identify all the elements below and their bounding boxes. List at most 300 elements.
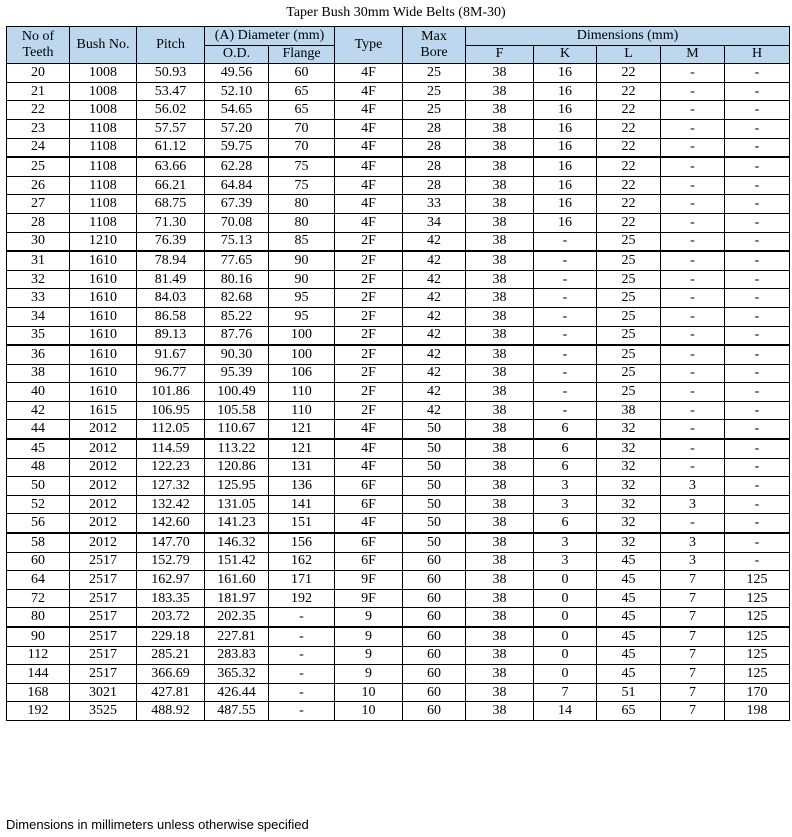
table-cell: 82.68	[205, 289, 269, 308]
table-cell: -	[725, 477, 790, 496]
table-cell: 125.95	[205, 477, 269, 496]
table-cell: 365.32	[205, 665, 269, 684]
table-cell: -	[661, 119, 725, 138]
table-cell: 125	[725, 627, 790, 646]
table-cell: 4F	[335, 101, 403, 120]
table-cell: -	[269, 702, 335, 721]
table-cell: -	[725, 420, 790, 439]
table-cell: 25	[597, 383, 661, 402]
table-cell: 0	[534, 627, 597, 646]
table-cell: -	[725, 439, 790, 458]
table-cell: 488.92	[137, 702, 205, 721]
table-cell: 4F	[335, 439, 403, 458]
table-cell: 90	[269, 251, 335, 270]
table-cell: 131	[269, 458, 335, 477]
table-cell: 32	[597, 495, 661, 514]
table-cell: -	[725, 458, 790, 477]
table-cell: 16	[534, 101, 597, 120]
table-cell: 146.32	[205, 533, 269, 552]
table-cell: 9F	[335, 589, 403, 608]
table-cell: 45	[597, 589, 661, 608]
table-cell: 106	[269, 364, 335, 383]
table-cell: 52.10	[205, 82, 269, 101]
table-cell: 6	[534, 458, 597, 477]
table-cell: 60	[403, 646, 466, 665]
table-cell: 4F	[335, 157, 403, 176]
table-cell: 71.30	[137, 213, 205, 232]
table-row	[7, 307, 790, 326]
table-cell: 105.58	[205, 401, 269, 420]
table-cell: 22	[597, 64, 661, 83]
table-cell: 50	[403, 439, 466, 458]
table-cell: 70.08	[205, 213, 269, 232]
table-cell: -	[725, 232, 790, 251]
table-cell: 7	[661, 589, 725, 608]
table-cell: -	[725, 138, 790, 157]
table-row	[7, 552, 790, 571]
table-row	[7, 64, 790, 83]
table-cell: 42	[403, 270, 466, 289]
table-cell: 32	[597, 533, 661, 552]
table-cell: 2517	[70, 646, 137, 665]
table-cell: 22	[597, 195, 661, 214]
table-cell: 38	[466, 533, 534, 552]
table-cell: 1008	[70, 64, 137, 83]
table-cell: 60	[403, 589, 466, 608]
table-cell: -	[725, 495, 790, 514]
header-bush-no: Bush No.	[70, 27, 137, 64]
table-row	[7, 326, 790, 345]
header-diameter: (A) Diameter (mm)	[205, 27, 335, 46]
table-cell: 25	[597, 326, 661, 345]
table-cell: -	[661, 383, 725, 402]
table-cell: 25	[403, 64, 466, 83]
table-cell: 45	[597, 627, 661, 646]
table-cell: 75.13	[205, 232, 269, 251]
table-row	[7, 345, 790, 364]
table-cell: 38	[466, 571, 534, 590]
table-cell: 6	[534, 420, 597, 439]
table-cell: 38	[466, 627, 534, 646]
table-cell: 38	[466, 307, 534, 326]
table-cell: -	[725, 364, 790, 383]
table-cell: 120.86	[205, 458, 269, 477]
table-cell: -	[661, 420, 725, 439]
table-cell: -	[534, 307, 597, 326]
table-cell: 57.57	[137, 119, 205, 138]
table-cell: 2517	[70, 552, 137, 571]
table-cell: 45	[597, 552, 661, 571]
table-cell: -	[534, 232, 597, 251]
table-cell: -	[725, 401, 790, 420]
table-cell: 38	[466, 64, 534, 83]
table-cell: 38	[466, 157, 534, 176]
table-cell: 183.35	[137, 589, 205, 608]
table-cell: 7	[661, 665, 725, 684]
table-cell: 28	[403, 138, 466, 157]
table-row	[7, 514, 790, 533]
table-cell: 2517	[70, 589, 137, 608]
table-cell: 0	[534, 608, 597, 627]
table-cell: 32	[597, 439, 661, 458]
table-cell: 9	[335, 646, 403, 665]
table-row	[7, 683, 790, 702]
table-cell: 95.39	[205, 364, 269, 383]
header-no-of-teeth: No of Teeth	[7, 27, 70, 64]
table-cell: -	[534, 251, 597, 270]
table-row	[7, 138, 790, 157]
table-cell: 0	[534, 589, 597, 608]
table-cell: 90.30	[205, 345, 269, 364]
table-cell: 100	[269, 345, 335, 364]
table-cell: -	[661, 439, 725, 458]
table-cell: -	[725, 119, 790, 138]
table-cell: 9F	[335, 571, 403, 590]
table-cell: 22	[597, 138, 661, 157]
table-body	[7, 64, 790, 721]
table-cell: 50	[403, 477, 466, 496]
table-cell: 152.79	[137, 552, 205, 571]
table-cell: 125	[725, 589, 790, 608]
table-cell: 6	[534, 514, 597, 533]
table-cell: 28	[403, 119, 466, 138]
table-cell: 26	[7, 176, 70, 195]
table-cell: 27	[7, 195, 70, 214]
table-cell: 38	[597, 401, 661, 420]
table-cell: 56	[7, 514, 70, 533]
table-cell: 1610	[70, 307, 137, 326]
table-cell: 2F	[335, 251, 403, 270]
table-cell: -	[725, 251, 790, 270]
table-cell: 38	[466, 289, 534, 308]
table-cell: -	[661, 195, 725, 214]
table-cell: 22	[7, 101, 70, 120]
table-cell: 1610	[70, 251, 137, 270]
table-cell: 366.69	[137, 665, 205, 684]
table-row	[7, 251, 790, 270]
table-cell: 2F	[335, 345, 403, 364]
table-cell: 38	[466, 345, 534, 364]
table-cell: 65	[597, 702, 661, 721]
table-cell: 2F	[335, 326, 403, 345]
table-cell: 2F	[335, 401, 403, 420]
table-cell: 38	[466, 383, 534, 402]
table-row	[7, 195, 790, 214]
table-cell: 85.22	[205, 307, 269, 326]
table-cell: 9	[335, 608, 403, 627]
table-cell: -	[725, 383, 790, 402]
table-cell: 6F	[335, 477, 403, 496]
table-cell: -	[269, 646, 335, 665]
table-cell: 50	[403, 514, 466, 533]
table-cell: 38	[466, 458, 534, 477]
table-cell: 227.81	[205, 627, 269, 646]
table-cell: 25	[597, 270, 661, 289]
taper-bush-spec-table	[6, 26, 790, 721]
table-cell: 77.65	[205, 251, 269, 270]
table-row	[7, 458, 790, 477]
table-cell: 10	[335, 702, 403, 721]
table-cell: 4F	[335, 514, 403, 533]
header-max-bore: Max Bore	[403, 27, 466, 64]
table-cell: 125	[725, 665, 790, 684]
table-row	[7, 533, 790, 552]
table-cell: 42	[403, 232, 466, 251]
table-cell: 3	[661, 495, 725, 514]
table-cell: 0	[534, 646, 597, 665]
table-cell: 168	[7, 683, 70, 702]
table-cell: 2517	[70, 665, 137, 684]
table-cell: 1210	[70, 232, 137, 251]
table-cell: 28	[403, 176, 466, 195]
table-cell: 38	[466, 439, 534, 458]
table-cell: 2012	[70, 420, 137, 439]
table-cell: 121	[269, 420, 335, 439]
table-cell: 44	[7, 420, 70, 439]
table-cell: 3	[534, 552, 597, 571]
table-cell: 2F	[335, 232, 403, 251]
table-cell: 7	[661, 627, 725, 646]
table-cell: 229.18	[137, 627, 205, 646]
table-cell: -	[661, 157, 725, 176]
table-cell: 170	[725, 683, 790, 702]
table-cell: 38	[466, 364, 534, 383]
table-cell: 38	[466, 646, 534, 665]
table-cell: 2012	[70, 514, 137, 533]
table-cell: 78.94	[137, 251, 205, 270]
table-cell: 3	[534, 477, 597, 496]
table-cell: -	[725, 345, 790, 364]
table-cell: 38	[466, 232, 534, 251]
table-cell: -	[661, 345, 725, 364]
table-cell: 125	[725, 571, 790, 590]
table-cell: 1610	[70, 289, 137, 308]
table-cell: 112.05	[137, 420, 205, 439]
table-cell: 203.72	[137, 608, 205, 627]
table-cell: 42	[403, 364, 466, 383]
table-cell: -	[534, 401, 597, 420]
table-cell: -	[725, 213, 790, 232]
table-cell: 70	[269, 138, 335, 157]
table-cell: 14	[534, 702, 597, 721]
table-cell: 1108	[70, 138, 137, 157]
table-cell: 285.21	[137, 646, 205, 665]
table-cell: 38	[466, 176, 534, 195]
table-cell: 202.35	[205, 608, 269, 627]
header-m: M	[661, 45, 725, 64]
table-cell: 283.83	[205, 646, 269, 665]
table-row	[7, 589, 790, 608]
table-cell: 6F	[335, 533, 403, 552]
table-cell: 51	[597, 683, 661, 702]
table-cell: -	[534, 326, 597, 345]
table-cell: 1008	[70, 82, 137, 101]
table-cell: 49.56	[205, 64, 269, 83]
table-cell: 36	[7, 345, 70, 364]
table-cell: 33	[7, 289, 70, 308]
table-cell: 113.22	[205, 439, 269, 458]
table-cell: 38	[466, 683, 534, 702]
table-cell: 161.60	[205, 571, 269, 590]
table-row	[7, 157, 790, 176]
table-row	[7, 420, 790, 439]
table-cell: 110.67	[205, 420, 269, 439]
table-cell: 125	[725, 646, 790, 665]
table-cell: 50	[403, 458, 466, 477]
table-cell: 100.49	[205, 383, 269, 402]
table-cell: 151.42	[205, 552, 269, 571]
table-cell: 62.28	[205, 157, 269, 176]
table-cell: -	[269, 627, 335, 646]
table-cell: 38	[466, 119, 534, 138]
table-cell: 60	[403, 665, 466, 684]
table-cell: 34	[403, 213, 466, 232]
table-cell: 32	[597, 514, 661, 533]
table-cell: 75	[269, 176, 335, 195]
header-flange: Flange	[269, 45, 335, 64]
table-cell: 4F	[335, 138, 403, 157]
table-cell: 64	[7, 571, 70, 590]
table-cell: -	[661, 289, 725, 308]
table-cell: 60	[403, 702, 466, 721]
table-cell: 52	[7, 495, 70, 514]
table-cell: 63.66	[137, 157, 205, 176]
table-cell: 38	[466, 101, 534, 120]
table-cell: 0	[534, 571, 597, 590]
table-cell: 70	[269, 119, 335, 138]
table-cell: -	[725, 176, 790, 195]
table-cell: 9	[335, 665, 403, 684]
table-cell: 3525	[70, 702, 137, 721]
table-row	[7, 571, 790, 590]
table-cell: 42	[403, 345, 466, 364]
table-cell: 2F	[335, 307, 403, 326]
table-cell: 1610	[70, 345, 137, 364]
table-cell: 106.95	[137, 401, 205, 420]
table-cell: 2012	[70, 439, 137, 458]
table-cell: 57.20	[205, 119, 269, 138]
table-cell: 33	[403, 195, 466, 214]
table-cell: 25	[597, 345, 661, 364]
table-cell: 38	[466, 495, 534, 514]
table-row	[7, 439, 790, 458]
table-cell: 122.23	[137, 458, 205, 477]
table-cell: 48	[7, 458, 70, 477]
table-cell: 65	[269, 101, 335, 120]
table-cell: 2012	[70, 477, 137, 496]
table-cell: 28	[403, 157, 466, 176]
table-cell: 1610	[70, 270, 137, 289]
table-cell: 54.65	[205, 101, 269, 120]
table-cell: 142.60	[137, 514, 205, 533]
table-row	[7, 608, 790, 627]
table-cell: 76.39	[137, 232, 205, 251]
table-cell: 25	[597, 289, 661, 308]
table-cell: 156	[269, 533, 335, 552]
header-type: Type	[335, 27, 403, 64]
table-cell: 45	[7, 439, 70, 458]
table-cell: 81.49	[137, 270, 205, 289]
table-cell: -	[725, 270, 790, 289]
table-cell: -	[661, 364, 725, 383]
table-cell: 16	[534, 157, 597, 176]
table-cell: 50	[403, 420, 466, 439]
table-cell: 6F	[335, 552, 403, 571]
table-cell: 42	[403, 401, 466, 420]
table-cell: 60	[403, 608, 466, 627]
table-cell: 60	[7, 552, 70, 571]
table-cell: 45	[597, 646, 661, 665]
table-cell: 50	[7, 477, 70, 496]
table-cell: -	[725, 326, 790, 345]
table-cell: 141	[269, 495, 335, 514]
table-cell: 7	[661, 608, 725, 627]
table-cell: 427.81	[137, 683, 205, 702]
table-cell: -	[269, 683, 335, 702]
table-cell: 38	[466, 138, 534, 157]
table-cell: 3	[661, 533, 725, 552]
table-cell: 1615	[70, 401, 137, 420]
table-cell: 2F	[335, 270, 403, 289]
table-cell: 22	[597, 101, 661, 120]
table-cell: 4F	[335, 420, 403, 439]
table-cell: 53.47	[137, 82, 205, 101]
footnote: Dimensions in millimeters unless otherwise specified	[6, 817, 309, 832]
table-cell: 86.58	[137, 307, 205, 326]
table-cell: 2F	[335, 364, 403, 383]
table-cell: 487.55	[205, 702, 269, 721]
table-cell: 84.03	[137, 289, 205, 308]
table-cell: 72	[7, 589, 70, 608]
table-cell: -	[661, 401, 725, 420]
table-cell: 426.44	[205, 683, 269, 702]
table-cell: 30	[7, 232, 70, 251]
table-cell: -	[725, 552, 790, 571]
table-cell: 2517	[70, 571, 137, 590]
table-cell: -	[725, 195, 790, 214]
table-cell: 38	[466, 326, 534, 345]
table-cell: 9	[335, 627, 403, 646]
table-row	[7, 82, 790, 101]
table-cell: 64.84	[205, 176, 269, 195]
table-cell: 141.23	[205, 514, 269, 533]
header-pitch: Pitch	[137, 27, 205, 64]
table-cell: 2517	[70, 608, 137, 627]
table-cell: 7	[661, 646, 725, 665]
table-cell: 38	[466, 82, 534, 101]
table-cell: -	[725, 289, 790, 308]
table-cell: 45	[597, 608, 661, 627]
table-cell: 4F	[335, 213, 403, 232]
table-cell: -	[661, 82, 725, 101]
table-cell: 42	[403, 251, 466, 270]
table-cell: 1610	[70, 364, 137, 383]
table-cell: 38	[466, 608, 534, 627]
table-cell: 80	[269, 213, 335, 232]
table-cell: 45	[597, 571, 661, 590]
table-cell: 198	[725, 702, 790, 721]
table-cell: 38	[466, 477, 534, 496]
table-row	[7, 101, 790, 120]
table-cell: 6	[534, 439, 597, 458]
table-cell: -	[661, 176, 725, 195]
table-cell: 144	[7, 665, 70, 684]
header-od: O.D.	[205, 45, 269, 64]
table-cell: 42	[7, 401, 70, 420]
table-cell: 38	[466, 589, 534, 608]
table-cell: 91.67	[137, 345, 205, 364]
table-cell: 25	[7, 157, 70, 176]
